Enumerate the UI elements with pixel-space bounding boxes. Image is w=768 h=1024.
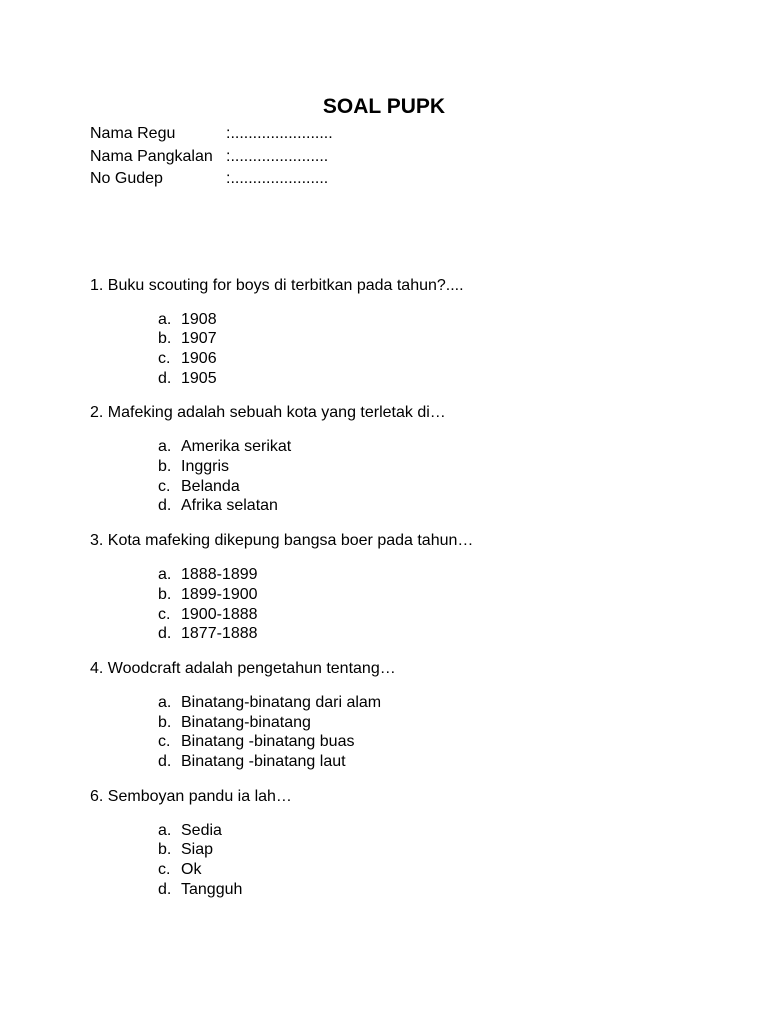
option-letter: b. (158, 585, 172, 603)
option-item (90, 349, 690, 369)
option-item (90, 585, 690, 605)
question-text: 6. Semboyan pandu ia lah… (90, 787, 292, 805)
info-row-nama-regu (90, 123, 690, 146)
option-text: Sedia (181, 821, 222, 839)
option-item (90, 565, 690, 585)
option-text: Belanda (181, 477, 240, 495)
option-text: Ok (181, 861, 202, 879)
option-letter: c. (158, 349, 171, 367)
question-text: 4. Woodcraft adalah pengetahun tentang… (90, 659, 396, 677)
option-list (90, 693, 690, 772)
question-1 (90, 275, 690, 389)
option-text: 1888-1899 (181, 566, 258, 584)
option-item (90, 624, 690, 644)
option-letter: c. (158, 861, 171, 879)
question-2 (90, 402, 690, 516)
option-text: Binatang -binatang laut (181, 753, 346, 771)
option-item (90, 329, 690, 349)
option-item (90, 713, 690, 733)
option-text: Binatang-binatang (181, 713, 311, 731)
info-label: Nama Pangkalan (90, 147, 213, 165)
info-value: :...................... (226, 170, 329, 187)
question-list (90, 275, 690, 900)
question-text: 3. Kota mafeking dikepung bangsa boer pada tahun… (90, 532, 474, 550)
option-text: Tangguh (181, 880, 243, 898)
option-text: 1906 (181, 349, 217, 367)
option-text: Binatang -binatang buas (181, 733, 355, 751)
option-list (90, 437, 690, 516)
question-3 (90, 530, 690, 644)
info-row-no-gudep (90, 168, 690, 191)
question-6 (90, 786, 690, 900)
option-letter: a. (158, 821, 172, 839)
option-letter: b. (158, 841, 172, 859)
document-title: SOAL PUPK (322, 95, 446, 118)
option-letter: a. (158, 566, 172, 584)
option-letter: d. (158, 369, 172, 387)
option-list (90, 310, 690, 389)
option-item (90, 310, 690, 330)
option-letter: d. (158, 625, 172, 643)
option-item (90, 369, 690, 389)
option-text: 1908 (181, 310, 217, 328)
option-text: Binatang-binatang dari alam (181, 693, 382, 711)
question-text: 1. Buku scouting for boys di terbitkan pada tahun?.... (90, 276, 464, 294)
option-item (90, 821, 690, 841)
option-text: Siap (181, 841, 214, 859)
option-text: 1877-1888 (181, 625, 258, 643)
option-text: 1900-1888 (181, 605, 258, 623)
option-text: 1907 (181, 330, 217, 348)
info-row-nama-pangkalan (90, 146, 690, 169)
info-label: No Gudep (90, 170, 163, 187)
option-item (90, 496, 690, 516)
option-item (90, 732, 690, 752)
option-item (90, 477, 690, 497)
info-value: :....................... (226, 125, 333, 142)
option-item (90, 880, 690, 900)
option-item (90, 840, 690, 860)
option-item (90, 605, 690, 625)
option-letter: b. (158, 458, 172, 476)
option-text: Afrika selatan (181, 497, 278, 515)
option-item (90, 860, 690, 880)
option-letter: d. (158, 497, 172, 515)
option-item (90, 457, 690, 477)
option-letter: d. (158, 753, 172, 771)
option-text: 1905 (181, 369, 217, 387)
option-letter: b. (158, 713, 172, 731)
question-text: 2. Mafeking adalah sebuah kota yang terletak di… (90, 404, 446, 422)
option-list (90, 821, 690, 900)
option-letter: c. (158, 477, 171, 495)
option-letter: a. (158, 693, 172, 711)
option-item (90, 752, 690, 772)
option-letter: b. (158, 330, 172, 348)
info-label: Nama Regu (90, 125, 176, 142)
option-item (90, 437, 690, 457)
info-table (90, 123, 690, 191)
option-letter: d. (158, 880, 172, 898)
document-page (90, 93, 690, 914)
option-letter: a. (158, 310, 172, 328)
option-item (90, 693, 690, 713)
option-text: Inggris (181, 458, 230, 476)
option-letter: a. (158, 438, 172, 456)
option-letter: c. (158, 733, 171, 751)
option-list (90, 565, 690, 644)
option-letter: c. (158, 605, 171, 623)
option-text: 1899-1900 (181, 585, 258, 603)
info-value: :...................... (226, 147, 329, 165)
question-4 (90, 658, 690, 772)
option-text: Amerika serikat (181, 438, 292, 456)
